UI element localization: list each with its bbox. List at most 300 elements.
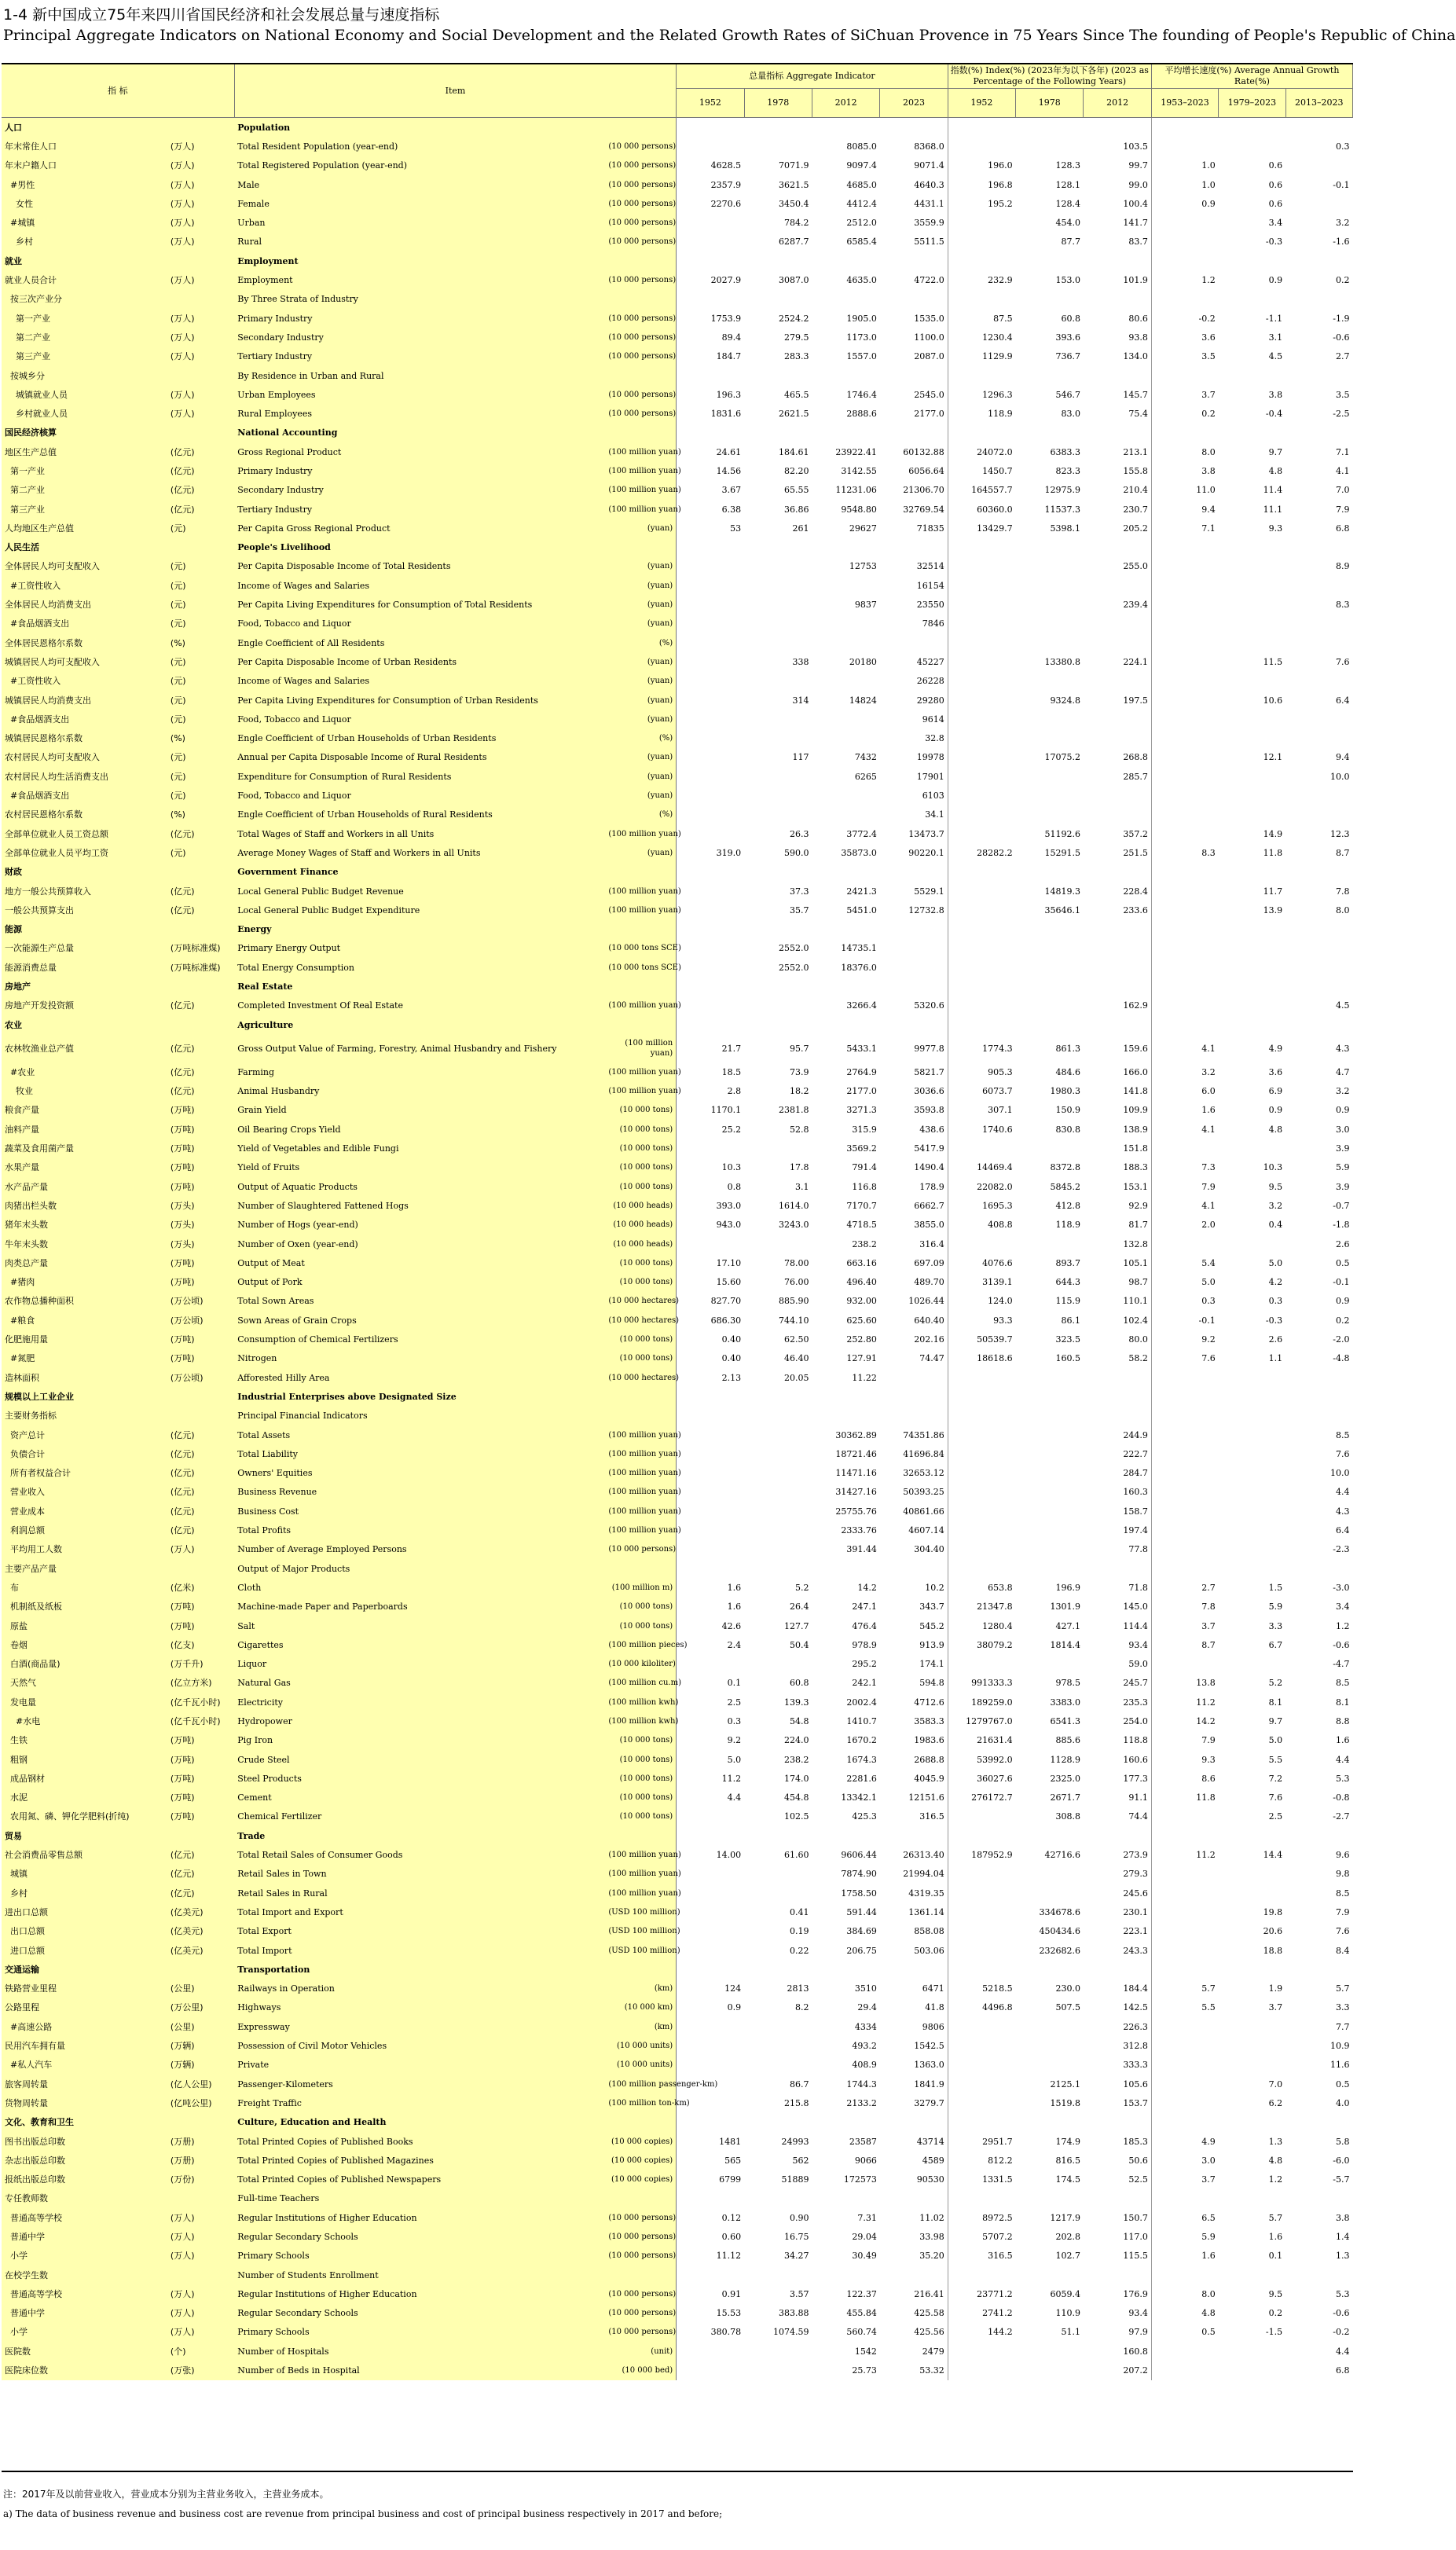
unit-en: (km): [605, 2017, 676, 2036]
table-row: [2, 652, 1353, 671]
value-cell: 315.9: [852, 1124, 877, 1135]
indicator-en: Population: [234, 118, 605, 138]
value-cell: 6383.3: [1050, 446, 1080, 457]
value-cell: 228.4: [1084, 882, 1151, 901]
indicator-cn: 卷烟: [2, 1635, 167, 1654]
indicator-en: Income of Wages and Salaries: [234, 672, 605, 691]
value-cell: [1285, 672, 1352, 691]
value-cell: 80.0: [1084, 1330, 1151, 1348]
value-cell: [880, 538, 948, 557]
indicator-en: Food, Tobacco and Liquor: [234, 786, 605, 805]
value-cell: 3621.5: [778, 179, 809, 190]
value-cell: 142.5: [1084, 1998, 1151, 2017]
value-cell: 51192.6: [1044, 828, 1080, 839]
indicator-cn: 农作物总播种面积: [2, 1292, 167, 1311]
value-cell: 9066: [854, 2155, 877, 2166]
value-cell: 391.44: [846, 1544, 877, 1555]
value-cell: [677, 652, 744, 671]
unit-cn: (元): [167, 767, 234, 786]
value-cell: [744, 595, 812, 614]
value-cell: 93.4: [1084, 1635, 1151, 1654]
value-cell: 5.0: [1268, 1735, 1283, 1746]
value-cell: [1151, 2266, 1218, 2284]
indicator-en: Income of Wages and Salaries: [234, 576, 605, 595]
value-cell: [1016, 633, 1084, 652]
value-cell: [948, 1902, 1015, 1921]
value-cell: [1151, 1015, 1218, 1034]
value-cell: 3.2: [1336, 1086, 1350, 1097]
value-cell: [1285, 424, 1352, 442]
value-cell: 33.98: [880, 2227, 948, 2246]
value-cell: 105.1: [1084, 1253, 1151, 1272]
unit-cn: (万人): [167, 1540, 234, 1559]
indicator-cn: #氮肥: [2, 1349, 167, 1368]
value-cell: [1016, 557, 1084, 576]
value-cell: [1219, 557, 1285, 576]
value-cell: [1219, 939, 1285, 958]
value-cell: [1016, 729, 1084, 748]
year-header: 2012: [812, 89, 879, 118]
value-cell: 29.4: [857, 2002, 877, 2013]
unit-cn: (万张): [167, 2361, 234, 2379]
value-cell: 334678.6: [1039, 1906, 1080, 1917]
value-cell: 4.1: [1336, 465, 1350, 476]
value-cell: 19.8: [1263, 1906, 1283, 1917]
unit-en: (100 million yuan): [605, 461, 676, 480]
value-cell: -0.6: [1333, 1639, 1350, 1650]
value-cell: [880, 1826, 948, 1845]
value-cell: 21.7: [721, 1043, 742, 1054]
unit-cn: (亿元): [167, 824, 234, 843]
value-cell: 3139.1: [982, 1277, 1013, 1288]
unit-en: (10 000 persons): [605, 2247, 676, 2266]
unit-en: (10 000 bed): [605, 2361, 676, 2379]
value-cell: [1151, 919, 1218, 938]
indicator-cn: 第一产业: [2, 309, 167, 328]
value-cell: [677, 1139, 744, 1158]
value-cell: 8972.5: [982, 2212, 1013, 2223]
value-cell: 2002.4: [846, 1697, 877, 1708]
value-cell: [1219, 1960, 1285, 1979]
unit-en: (100 million yuan): [605, 1502, 676, 1521]
value-cell: [1151, 2093, 1218, 2112]
value-cell: 6.8: [1336, 2365, 1350, 2376]
unit-cn: [167, 919, 234, 938]
value-cell: 3.57: [789, 2288, 809, 2299]
unit-cn: (万吨): [167, 1101, 234, 1120]
unit-cn: (亿元): [167, 1463, 234, 1482]
value-cell: 32.8: [880, 729, 948, 748]
value-cell: [948, 557, 1015, 576]
indicator-en: Regular Institutions of Higher Education: [234, 2284, 605, 2303]
value-cell: 0.9: [1336, 1296, 1350, 1307]
value-cell: [1151, 137, 1218, 156]
value-cell: 128.3: [1055, 160, 1080, 171]
unit-cn: (万人): [167, 2247, 234, 2266]
value-cell: 9324.8: [1050, 695, 1080, 706]
value-cell: 62.50: [783, 1334, 809, 1345]
indicator-cn: 城镇居民人均消费支出: [2, 691, 167, 710]
value-cell: [677, 1540, 744, 1559]
value-cell: [948, 1015, 1015, 1034]
value-cell: 197.5: [1084, 691, 1151, 710]
value-cell: 11.0: [1196, 485, 1216, 496]
indicator-en: Total Import and Export: [234, 1902, 605, 1921]
table-row: [2, 882, 1353, 901]
value-cell: -1.8: [1333, 1220, 1350, 1231]
value-cell: 6.0: [1201, 1086, 1216, 1097]
unit-cn: (万吨): [167, 1807, 234, 1826]
value-cell: [1151, 233, 1218, 251]
value-cell: 6056.64: [880, 461, 948, 480]
value-cell: -6.0: [1333, 2155, 1350, 2166]
value-cell: 7874.90: [841, 1869, 877, 1880]
value-cell: -2.0: [1333, 1334, 1350, 1345]
value-cell: 3.6: [1268, 1066, 1283, 1077]
indicator-cn: 肉猪出栏头数: [2, 1196, 167, 1215]
value-cell: [677, 233, 744, 251]
value-cell: [1219, 2036, 1285, 2055]
indicator-en: By Three Strata of Industry: [234, 290, 605, 309]
value-cell: [1285, 576, 1352, 595]
value-cell: 127.7: [783, 1620, 809, 1631]
unit-cn: (亿元): [167, 1502, 234, 1521]
value-cell: 9.3: [1268, 523, 1283, 534]
value-cell: 0.1: [1268, 2251, 1283, 2262]
table-row: [2, 2361, 1353, 2379]
value-cell: [1285, 729, 1352, 748]
unit-cn: (亿米): [167, 1578, 234, 1597]
value-cell: 128.1: [1055, 179, 1080, 190]
value-cell: [1084, 290, 1151, 309]
table-row: [2, 1082, 1353, 1101]
value-cell: 26.4: [789, 1602, 809, 1613]
value-cell: 12753: [849, 561, 877, 572]
unit-en: [605, 1407, 676, 1425]
unit-en: (100 million yuan): [605, 1521, 676, 1539]
value-cell: [1016, 576, 1084, 595]
value-cell: 11.7: [1263, 886, 1283, 897]
value-cell: [1016, 1235, 1084, 1253]
value-cell: [948, 977, 1015, 996]
indicator-cn: 油料产量: [2, 1120, 167, 1139]
indicator-cn: #私人汽车: [2, 2056, 167, 2075]
value-cell: [812, 977, 879, 996]
value-cell: [948, 1922, 1015, 1941]
indicator-cn: #男性: [2, 175, 167, 194]
table-row: [2, 1216, 1353, 1235]
value-cell: 3266.4: [846, 1000, 877, 1011]
value-cell: 3.4: [1268, 218, 1283, 229]
value-cell: 816.5: [1055, 2155, 1080, 2166]
value-cell: [1151, 1444, 1218, 1463]
table-row: [2, 1865, 1353, 1884]
value-cell: 15291.5: [1044, 847, 1080, 858]
value-cell: [812, 805, 879, 824]
value-cell: 42716.6: [1044, 1850, 1080, 1861]
value-cell: 2281.6: [846, 1773, 877, 1784]
value-cell: [1084, 939, 1151, 958]
indicator-cn: 国民经济核算: [2, 424, 167, 442]
unit-en: (10 000 tons): [605, 1101, 676, 1120]
unit-en: (10 000 kiloliter): [605, 1654, 676, 1673]
indicator-en: Food, Tobacco and Liquor: [234, 710, 605, 728]
value-cell: 2087.0: [880, 347, 948, 366]
value-cell: 0.8: [727, 1181, 742, 1192]
indicator-en: By Residence in Urban and Rural: [234, 366, 605, 385]
unit-en: (100 million yuan): [605, 996, 676, 1015]
indicator-en: People's Livelihood: [234, 538, 605, 557]
value-cell: -0.6: [1333, 332, 1350, 343]
value-cell: 4.2: [1268, 1277, 1283, 1288]
value-cell: 14824: [849, 695, 877, 706]
value-cell: [1151, 1407, 1218, 1425]
value-cell: 13380.8: [1044, 656, 1080, 667]
indicator-en: Primary Industry: [234, 461, 605, 480]
value-cell: 3593.8: [880, 1101, 948, 1120]
value-cell: [1151, 996, 1218, 1015]
value-cell: 2.8: [727, 1086, 742, 1097]
value-cell: [1285, 2266, 1352, 2284]
unit-en: (100 million yuan): [605, 1463, 676, 1482]
table-row: [2, 615, 1353, 633]
indicator-en: Salt: [234, 1616, 605, 1635]
unit-cn: (%): [167, 633, 234, 652]
table-title-cn: 1-4 新中国成立75年来四川省国民经济和社会发展总量与速度指标: [3, 6, 440, 24]
indicator-en: Railways in Operation: [234, 1979, 605, 1998]
value-cell: 1279767.0: [966, 1715, 1013, 1726]
value-cell: [1219, 251, 1285, 270]
value-cell: 174.5: [1055, 2174, 1080, 2185]
value-cell: 4.8: [1268, 1124, 1283, 1135]
value-cell: [948, 901, 1015, 919]
indicator-en: Electricity: [234, 1693, 605, 1712]
value-cell: 51.1: [1061, 2327, 1080, 2338]
indicator-cn: 利润总额: [2, 1521, 167, 1539]
value-cell: 885.90: [778, 1296, 809, 1307]
value-cell: 7.8: [1201, 1602, 1216, 1613]
indicator-cn: 出口总额: [2, 1922, 167, 1941]
value-cell: [1016, 1540, 1084, 1559]
indicator-cn: 在校学生数: [2, 2266, 167, 2284]
table-row: [2, 710, 1353, 728]
value-cell: 0.9: [1336, 1105, 1350, 1116]
value-cell: 7170.7: [846, 1200, 877, 1211]
value-cell: 3.1: [1268, 332, 1283, 343]
unit-cn: (亿元): [167, 1425, 234, 1444]
value-cell: 30.49: [852, 2251, 877, 2262]
value-cell: [744, 2342, 812, 2361]
value-cell: [677, 1015, 744, 1034]
value-cell: [1016, 1407, 1084, 1425]
value-cell: [744, 1826, 812, 1845]
value-cell: 11.02: [880, 2208, 948, 2227]
indicator-en: Output of Major Products: [234, 1559, 605, 1578]
value-cell: [1285, 538, 1352, 557]
value-cell: 11.12: [716, 2251, 742, 2262]
unit-cn: (亿元): [167, 500, 234, 519]
value-cell: [677, 863, 744, 882]
value-cell: 1614.0: [778, 1200, 809, 1211]
value-cell: [1016, 1826, 1084, 1845]
value-cell: [1285, 1559, 1352, 1578]
value-cell: [1151, 805, 1218, 824]
table-row: [2, 1979, 1353, 1998]
indicator-en: Total Resident Population (year-end): [234, 137, 605, 156]
value-cell: [948, 2036, 1015, 2055]
value-cell: [1151, 633, 1218, 652]
unit-cn: (万人): [167, 2208, 234, 2227]
value-cell: [1151, 691, 1218, 710]
value-cell: 5.3: [1336, 1773, 1350, 1784]
value-cell: 196.0: [988, 160, 1013, 171]
value-cell: [1084, 2113, 1151, 2132]
value-cell: 25.2: [721, 1124, 742, 1135]
unit-en: [605, 118, 676, 138]
value-cell: [948, 1502, 1015, 1521]
unit-cn: (亿元): [167, 1884, 234, 1902]
value-cell: [948, 805, 1015, 824]
value-cell: [948, 1559, 1015, 1578]
value-cell: 92.9: [1084, 1196, 1151, 1215]
value-cell: -0.6: [1333, 2308, 1350, 2319]
value-cell: [1151, 213, 1218, 232]
unit-en: (10 000 tons): [605, 1177, 676, 1196]
value-cell: 60132.88: [880, 442, 948, 461]
value-cell: [1219, 1139, 1285, 1158]
indicator-en: Natural Gas: [234, 1674, 605, 1693]
unit-cn: (亿元): [167, 481, 234, 500]
value-cell: [1151, 1235, 1218, 1253]
indicator-cn: 文化、教育和卫生: [2, 2113, 167, 2132]
value-cell: [948, 2056, 1015, 2075]
indicator-en: Total Profits: [234, 1521, 605, 1539]
value-cell: 6585.4: [846, 237, 877, 248]
indicator-en: Gross Regional Product: [234, 442, 605, 461]
value-cell: 13.8: [1196, 1678, 1216, 1689]
value-cell: 7.3: [1201, 1162, 1216, 1173]
unit-cn: (万公顷): [167, 1292, 234, 1311]
value-cell: 14819.3: [1044, 886, 1080, 897]
value-cell: 174.0: [783, 1773, 809, 1784]
value-cell: [1151, 576, 1218, 595]
table-row: [2, 175, 1353, 194]
value-cell: 60.8: [1061, 313, 1080, 324]
value-cell: 0.2: [1268, 2308, 1283, 2319]
value-cell: 279.3: [1084, 1865, 1151, 1884]
value-cell: [1016, 538, 1084, 557]
value-cell: 255.0: [1084, 557, 1151, 576]
value-cell: [1219, 1387, 1285, 1406]
unit-cn: (万吨): [167, 1789, 234, 1807]
value-cell: 8.7: [1336, 847, 1350, 858]
table-row: [2, 461, 1353, 480]
indicator-cn: 按城乡分: [2, 366, 167, 385]
value-cell: [1219, 2017, 1285, 2036]
indicator-en: Total Printed Copies of Published Newspapers: [234, 2170, 605, 2189]
value-cell: [1016, 1444, 1084, 1463]
value-cell: 384.69: [846, 1926, 877, 1937]
value-cell: 4.8: [1201, 2308, 1216, 2319]
value-cell: [677, 1922, 744, 1941]
value-cell: 3.2: [1201, 1066, 1216, 1077]
value-cell: [1084, 1960, 1151, 1979]
unit-cn: (亿千瓦小时): [167, 1712, 234, 1730]
value-cell: 3087.0: [778, 275, 809, 286]
value-cell: [677, 1425, 744, 1444]
value-cell: 10.6: [1263, 695, 1283, 706]
unit-cn: (亿元): [167, 1865, 234, 1884]
unit-cn: (%): [167, 805, 234, 824]
value-cell: 5433.1: [846, 1043, 877, 1054]
value-cell: 74351.86: [880, 1425, 948, 1444]
value-cell: [1219, 1654, 1285, 1673]
value-cell: [1285, 2113, 1352, 2132]
value-cell: 8.9: [1336, 561, 1350, 572]
unit-cn: (亿元): [167, 882, 234, 901]
value-cell: 3142.55: [841, 465, 877, 476]
unit-cn: [167, 863, 234, 882]
indicator-cn: 农村居民人均可支配收入: [2, 748, 167, 767]
value-cell: [744, 1444, 812, 1463]
indicator-cn: 农村居民恩格尔系数: [2, 805, 167, 824]
value-cell: 1.5: [1268, 1582, 1283, 1593]
value-cell: 9.4: [1336, 752, 1350, 763]
value-cell: [744, 2036, 812, 2055]
indicator-en: Steel Products: [234, 1769, 605, 1788]
value-cell: 26313.40: [880, 1845, 948, 1864]
value-cell: -0.3: [1265, 1315, 1283, 1326]
indicator-cn: 就业人员合计: [2, 270, 167, 289]
indicator-cn: 医院床位数: [2, 2361, 167, 2379]
unit-cn: (万人): [167, 347, 234, 366]
value-cell: 12151.6: [880, 1789, 948, 1807]
unit-cn: (万头): [167, 1216, 234, 1235]
table-row: [2, 1253, 1353, 1272]
table-row: [2, 1158, 1353, 1177]
value-cell: 26.3: [789, 828, 809, 839]
unit-en: (100 million yuan): [605, 442, 676, 461]
table-row: [2, 824, 1353, 843]
value-cell: [812, 672, 879, 691]
value-cell: [1151, 1826, 1218, 1845]
indicator-en: Business Revenue: [234, 1483, 605, 1502]
unit-en: (USD 100 million): [605, 1902, 676, 1921]
value-cell: 5.2: [794, 1582, 809, 1593]
value-cell: 393.6: [1055, 332, 1080, 343]
value-cell: 11537.3: [1044, 504, 1080, 515]
value-cell: [744, 2017, 812, 2036]
indicator-en: Sown Areas of Grain Crops: [234, 1311, 605, 1330]
value-cell: 83.7: [1084, 233, 1151, 251]
value-cell: 991333.3: [971, 1678, 1013, 1689]
value-cell: 1230.4: [982, 332, 1013, 343]
unit-en: (USD 100 million): [605, 1922, 676, 1941]
value-cell: [1219, 1015, 1285, 1034]
value-cell: [677, 748, 744, 767]
value-cell: [948, 1807, 1015, 1826]
value-cell: 8.0: [1201, 2288, 1216, 2299]
value-cell: 2381.8: [778, 1105, 809, 1116]
value-cell: [948, 366, 1015, 385]
value-cell: 425.56: [880, 2323, 948, 2342]
unit-en: (100 million yuan): [605, 824, 676, 843]
value-cell: 10.3: [721, 1162, 742, 1173]
value-cell: 14.00: [716, 1850, 742, 1861]
indicator-table-container[interactable]: [2, 63, 1353, 2472]
value-cell: [744, 1463, 812, 1482]
indicator-cn: 房地产: [2, 977, 167, 996]
